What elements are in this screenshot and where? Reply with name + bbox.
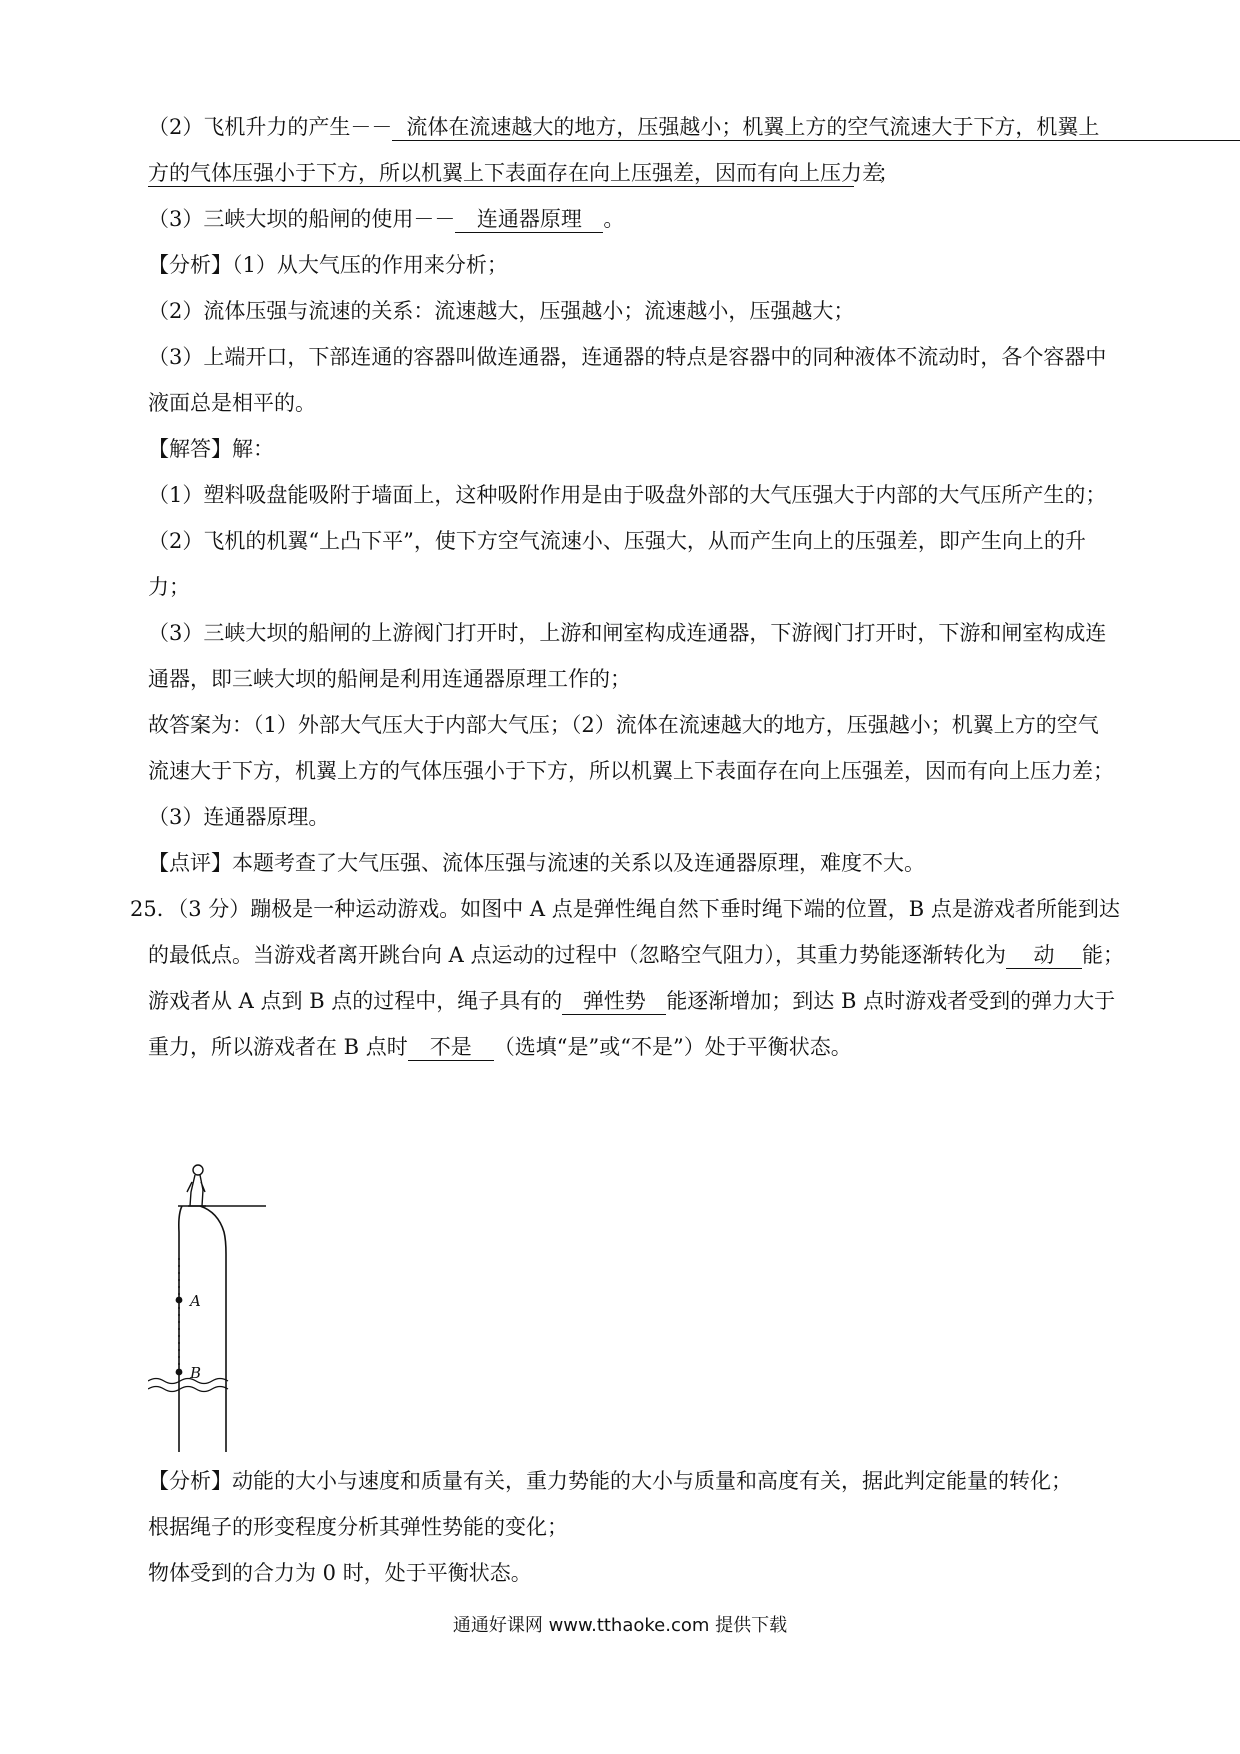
q25-line2-suffix: 能；	[1082, 943, 1125, 967]
water-surface	[148, 1379, 228, 1384]
bungee-jump-figure	[148, 1162, 293, 1452]
cliff-edge-right	[200, 1206, 226, 1452]
page-footer: 通通好课网 www.tthaoke.com 提供下载	[452, 1615, 788, 1636]
q25-line3-prefix: 游戏者从 A 点到 B 点的过程中，绳子具有的	[148, 989, 563, 1013]
q25-line2	[148, 940, 1124, 970]
q24-analysis-line: 液面总是相平的。	[148, 391, 316, 415]
q25-answer3: 不是	[408, 1034, 494, 1061]
q25-analysis-line: 【分析】动能的大小与速度和质量有关，重力势能的大小与质量和高度有关，据此判定能量的转化；	[148, 1469, 1072, 1493]
point-a	[176, 1297, 183, 1304]
q25-analysis-line: 根据绳子的形变程度分析其弹性势能的变化；	[148, 1515, 568, 1539]
q25-analysis-line: 物体受到的合力为 0 时，处于平衡状态。	[148, 1561, 532, 1585]
q24-part3-answer: 连通器原理	[455, 206, 603, 233]
q24-solution-line: 通器，即三峡大坝的船闸是利用连通器原理工作的；	[148, 667, 631, 691]
q24-solution-line: （2）飞机的机翼“上凸下平”，使下方空气流速小、压强大，从而产生向上的压强差，即产生向上的升	[148, 529, 1086, 553]
q24-analysis-line: （2）流体压强与流速的关系：流速越大，压强越小；流速越小，压强越大；	[148, 299, 855, 323]
q25-line1: 25．（3 分）蹦极是一种运动游戏。如图中 A 点是弹性绳自然下垂时绳下端的位置，B 点是游戏者所能到达	[130, 897, 1120, 921]
water-surface	[148, 1387, 228, 1392]
q24-solution-line: 流速大于下方，机翼上方的气体压强小于下方，所以机翼上下表面存在向上压强差，因而有向上压力差；	[148, 759, 1114, 783]
q24-part3-prefix: （3）三峡大坝的船闸的使用－－	[148, 207, 456, 231]
q25-line3	[148, 986, 1115, 1016]
jumper-icon	[187, 1165, 206, 1206]
q24-analysis-line: 【分析】（1）从大气压的作用来分析；	[148, 253, 508, 277]
q25-line4-prefix: 重力，所以游戏者在 B 点时	[148, 1035, 408, 1059]
q25-answer2: 弹性势	[562, 988, 666, 1015]
q24-part2-answer-line2: 方的气体压强小于下方，所以机翼上下表面存在向上压强差，因而有向上压力差	[148, 161, 883, 185]
q24-solution-line: （3）连通器原理。	[148, 805, 330, 829]
q24-solution-line: （1）塑料吸盘能吸附于墙面上，这种吸附作用是由于吸盘外部的大气压强大于内部的大气压所产生的；	[148, 483, 1107, 507]
q25-answer1: 动	[1006, 942, 1082, 969]
q24-part2-answer-line1: 流体在流速越大的地方，压强越小；机翼上方的空气流速大于下方，机翼上	[392, 114, 1240, 141]
q25-line4-suffix: （选填“是”或“不是”）处于平衡状态。	[493, 1035, 852, 1059]
point-a-label: A	[190, 1292, 201, 1310]
q24-part2-prefix: （2）飞机升力的产生－－	[148, 115, 393, 139]
q24-analysis-line: （3）上端开口，下部连通的容器叫做连通器，连通器的特点是容器中的同种液体不流动时，各个容器中	[148, 345, 1107, 369]
q24-solution-line: （3）三峡大坝的船闸的上游阀门打开时，上游和闸室构成连通器，下游阀门打开时，下游和闸室构成连	[148, 621, 1107, 645]
q24-solution-line: 故答案为：（1）外部大气压大于内部大气压；（2）流体在流速越大的地方，压强越小；机翼上方的空气	[148, 713, 1099, 737]
point-b	[176, 1369, 183, 1376]
q24-part2-suffix: ；	[878, 161, 899, 185]
q24-solution-line: 力；	[148, 575, 190, 599]
q24-comment: 【点评】本题考查了大气压强、流体压强与流速的关系以及连通器原理，难度不大。	[148, 851, 925, 875]
q25-line4	[148, 1032, 852, 1062]
q24-part3-line	[148, 204, 624, 234]
q24-part3-suffix: 。	[603, 207, 625, 231]
q24-part2-line2	[148, 158, 899, 188]
q24-part2-line1	[148, 112, 1240, 142]
q25-line2-prefix: 的最低点。当游戏者离开跳台向 A 点运动的过程中（忽略空气阻力），其重力势能逐渐转化为	[148, 943, 1007, 967]
point-b-label: B	[190, 1364, 202, 1382]
q25-line3-suffix: 能逐渐增加；到达 B 点时游戏者受到的弹力大于	[666, 989, 1116, 1013]
q24-solution-line: 【解答】解：	[148, 437, 274, 461]
